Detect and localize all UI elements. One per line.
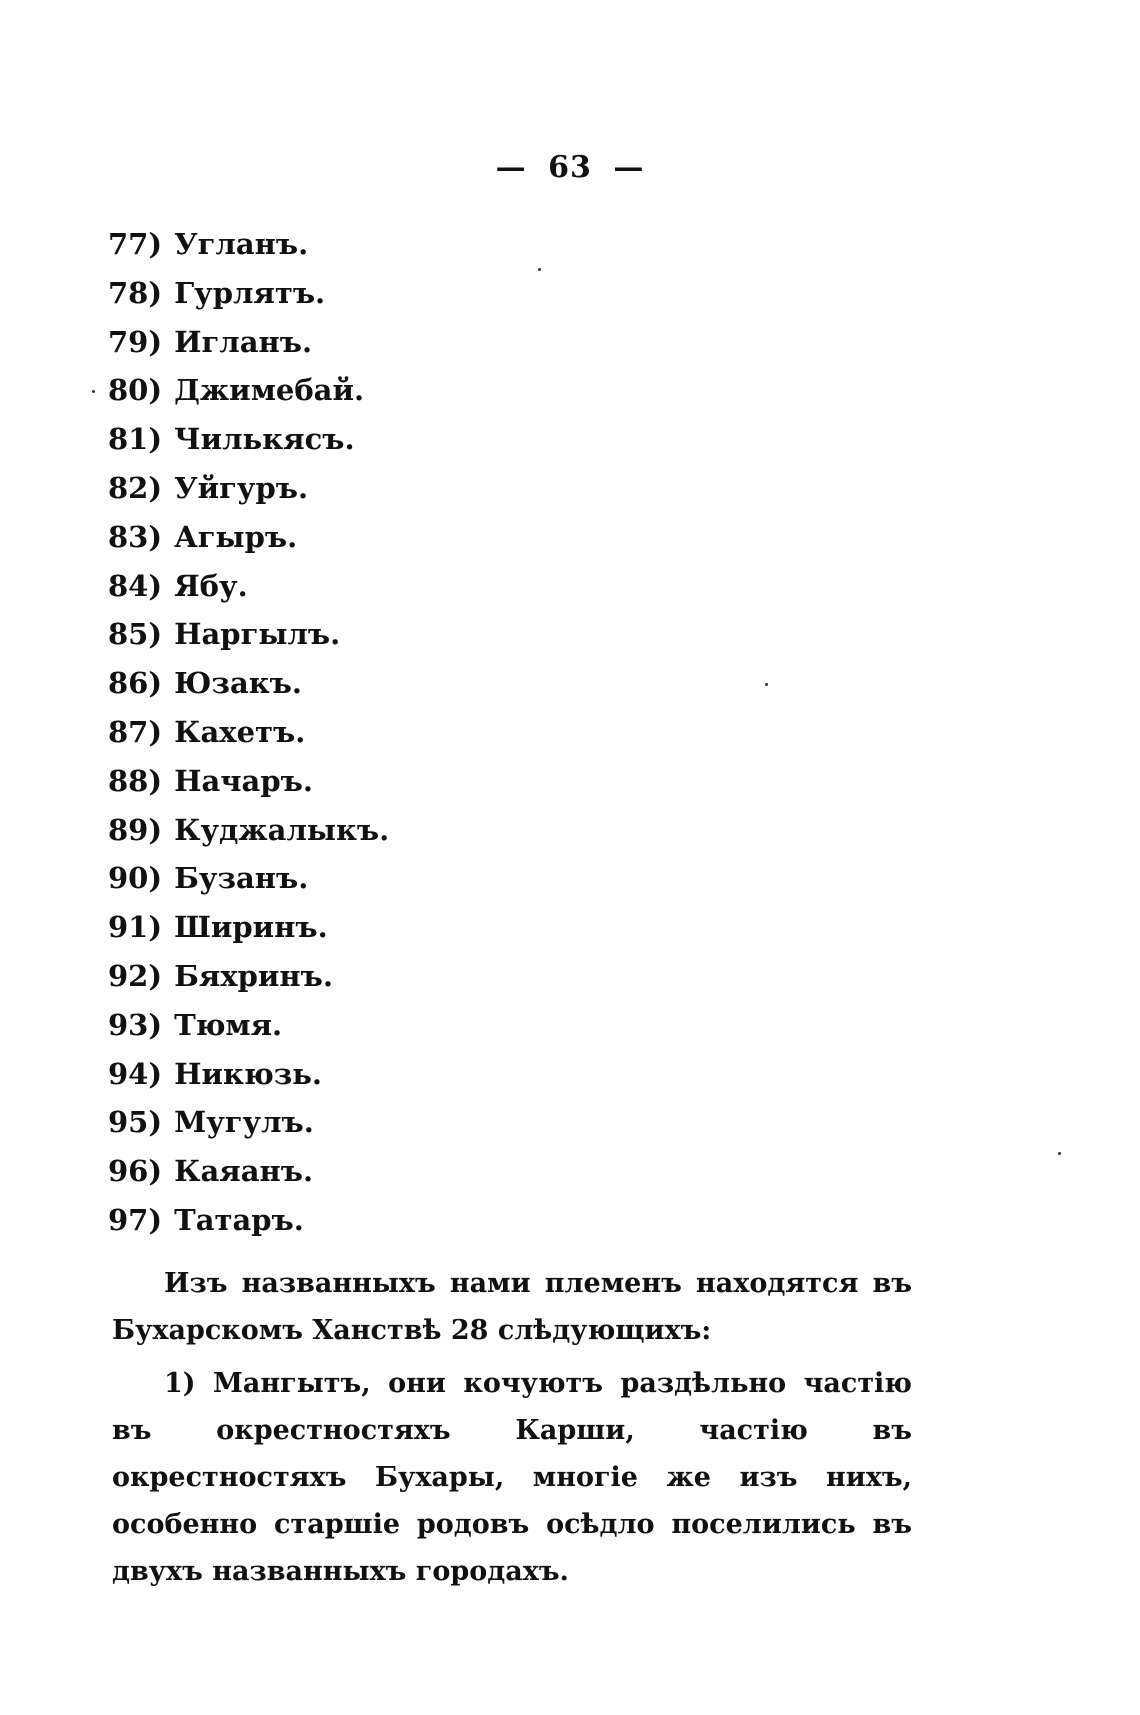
tribe-name: Ябу. bbox=[174, 568, 248, 603]
tribe-name: Агыръ. bbox=[174, 519, 298, 554]
tribe-name: Джимебай. bbox=[174, 373, 365, 408]
tribe-number: 82) bbox=[108, 470, 163, 505]
tribe-item bbox=[108, 1098, 389, 1147]
tribe-item bbox=[108, 415, 389, 464]
tribe-name: Начаръ. bbox=[174, 763, 313, 798]
tribe-number: 92) bbox=[108, 958, 163, 993]
tribe-name: Гурлятъ. bbox=[174, 275, 326, 310]
tribe-name: Ширинъ. bbox=[174, 910, 328, 945]
tribe-name: Каяанъ. bbox=[174, 1154, 314, 1189]
tribe-number: 78) bbox=[108, 275, 163, 310]
paragraph-mangyt: 1) Мангытъ, они кочуютъ раздѣльно частію въ окрестностяхъ Карши, частію въ окрестностяхъ Бухары, многіе же изъ нихъ, особенно старшіе родовъ осѣдло поселились въ двухъ названныхъ городахъ. bbox=[112, 1368, 912, 1587]
tribe-item bbox=[108, 708, 389, 757]
tribe-number: 79) bbox=[108, 324, 163, 359]
paragraph-intro: Изъ названныхъ нами племенъ находятся въ Бухарскомъ Ханствѣ 28 слѣдующихъ: bbox=[112, 1268, 912, 1346]
tribe-item bbox=[108, 854, 389, 903]
tribe-item bbox=[108, 903, 389, 952]
tribe-number: 80) bbox=[108, 373, 163, 408]
tribe-name: Игланъ. bbox=[174, 324, 313, 359]
print-speck bbox=[765, 683, 768, 686]
tribe-name: Наргылъ. bbox=[174, 617, 341, 652]
tribe-number: 77) bbox=[108, 227, 163, 261]
tribe-name: Чилькясъ. bbox=[174, 422, 355, 457]
tribe-number: 97) bbox=[108, 1202, 163, 1237]
page-number-dash-right: — bbox=[613, 150, 645, 185]
tribe-number: 87) bbox=[108, 714, 163, 749]
tribe-item bbox=[108, 318, 389, 367]
print-speck bbox=[1058, 1152, 1061, 1155]
print-speck bbox=[538, 268, 541, 271]
tribe-list bbox=[108, 220, 389, 1245]
tribe-name: Татаръ. bbox=[174, 1202, 304, 1237]
tribe-number: 95) bbox=[108, 1105, 163, 1140]
tribe-name: Уйгуръ. bbox=[174, 470, 309, 505]
tribe-item bbox=[108, 269, 389, 318]
tribe-item bbox=[108, 659, 389, 708]
page-number bbox=[0, 150, 1140, 185]
tribe-number: 86) bbox=[108, 666, 163, 701]
page-number-dash-left: — bbox=[495, 150, 527, 185]
tribe-number: 84) bbox=[108, 568, 163, 603]
tribe-name: Юзакъ. bbox=[174, 666, 303, 701]
tribe-item bbox=[108, 757, 389, 806]
tribe-name: Бяхринъ. bbox=[174, 958, 333, 993]
tribe-item bbox=[108, 1050, 389, 1099]
tribe-number: 91) bbox=[108, 910, 163, 945]
tribe-item bbox=[108, 1196, 389, 1245]
tribe-item bbox=[108, 952, 389, 1001]
tribe-number: 81) bbox=[108, 422, 163, 457]
tribe-number: 88) bbox=[108, 763, 163, 798]
tribe-name: Тюмя. bbox=[174, 1007, 283, 1042]
tribe-number: 83) bbox=[108, 519, 163, 554]
print-speck bbox=[92, 390, 95, 393]
tribe-number: 85) bbox=[108, 617, 163, 652]
page-number-value: 63 bbox=[548, 150, 592, 185]
tribe-item bbox=[108, 513, 389, 562]
tribe-name: Кахетъ. bbox=[174, 714, 306, 749]
tribe-item bbox=[108, 610, 389, 659]
tribe-name: Куджалыкъ. bbox=[174, 812, 390, 847]
tribe-number: 89) bbox=[108, 812, 163, 847]
tribe-number: 96) bbox=[108, 1154, 163, 1189]
tribe-name: Бузанъ. bbox=[174, 861, 309, 896]
tribe-item bbox=[108, 366, 389, 415]
tribe-item bbox=[108, 562, 389, 611]
tribe-item bbox=[108, 464, 389, 513]
tribe-name: Угланъ. bbox=[174, 227, 309, 261]
tribe-number: 90) bbox=[108, 861, 163, 896]
tribe-number: 93) bbox=[108, 1007, 163, 1042]
tribe-item bbox=[108, 220, 389, 269]
tribe-number: 94) bbox=[108, 1056, 163, 1091]
tribe-name: Никюзь. bbox=[174, 1056, 322, 1091]
tribe-name: Мугулъ. bbox=[174, 1105, 314, 1140]
tribe-item bbox=[108, 1147, 389, 1196]
tribe-item bbox=[108, 1001, 389, 1050]
tribe-item bbox=[108, 806, 389, 855]
